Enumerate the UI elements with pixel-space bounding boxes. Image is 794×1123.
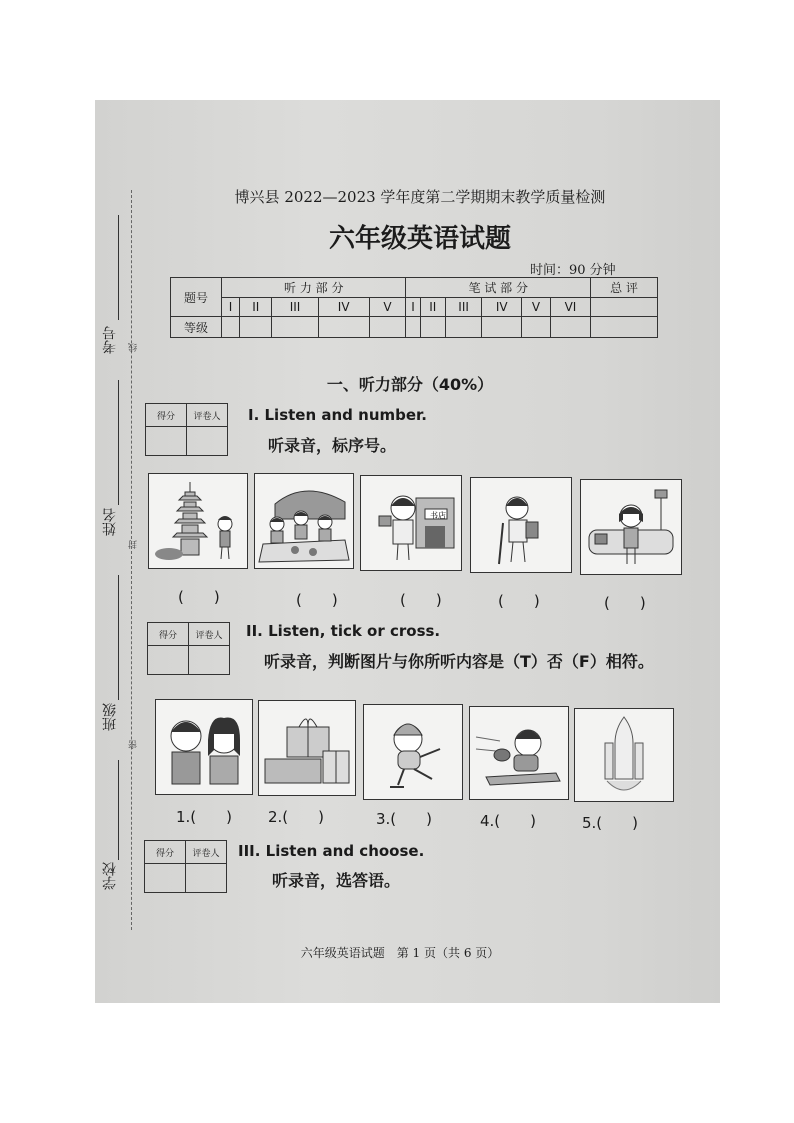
answer-blank-1-3[interactable]: ( ) xyxy=(400,591,442,609)
class-label: 班级 xyxy=(102,703,118,731)
section3-instruction: 听录音，选答语。 xyxy=(272,871,401,890)
col-listening-1: I xyxy=(222,297,240,317)
name-label: 姓名 xyxy=(102,508,118,536)
seal-mark-line: 线 xyxy=(129,343,139,352)
answer-blank-1-4[interactable]: ( ) xyxy=(498,592,540,610)
answer-blank-1-5[interactable]: ( ) xyxy=(604,594,646,612)
picture-pagoda-girl xyxy=(148,473,248,569)
school-line xyxy=(118,760,119,860)
total-header: 总 评 xyxy=(591,278,658,298)
exam-no-label: 考号 xyxy=(102,326,118,354)
name-line xyxy=(118,380,119,505)
col-listening-4: IV xyxy=(318,297,369,317)
picture-gift-boxes xyxy=(258,700,356,796)
section2-title: II. Listen, tick or cross. xyxy=(246,622,441,640)
school-label: 学校 xyxy=(102,862,118,890)
part-title: 一、听力部分（40%） xyxy=(326,375,494,394)
score-box-2 xyxy=(147,622,230,675)
bookstore-sign-text: 书店 xyxy=(430,511,446,520)
answer-blank-1-1[interactable]: ( ) xyxy=(178,588,220,606)
picture-girl-sofa xyxy=(580,479,682,575)
section3-title: III. Listen and choose. xyxy=(238,842,425,860)
exam-time: 时间：90 分钟 xyxy=(530,263,616,278)
row-label-number: 题号 xyxy=(171,278,222,317)
answer-blank-2-1[interactable]: 1.( ) xyxy=(176,808,233,826)
col-total xyxy=(591,297,658,317)
page-title: 六年级英语试题 xyxy=(328,224,511,254)
score-box-1 xyxy=(145,403,228,456)
picture-space-shuttle xyxy=(574,708,674,802)
section1-title: I. Listen and number. xyxy=(248,406,427,424)
seal-mark-secret: 密 xyxy=(129,740,139,749)
col-listening-2: II xyxy=(240,297,272,317)
col-listening-3: III xyxy=(272,297,318,317)
answer-blank-2-4[interactable]: 4.( ) xyxy=(480,812,537,830)
binding-dashed-line xyxy=(131,190,132,930)
score-box-3 xyxy=(144,840,227,893)
page-footer: 六年级英语试题 第 1 页（共 6 页） xyxy=(300,946,500,960)
writing-header: 笔 试 部 分 xyxy=(406,278,591,298)
row-label-grade: 等级 xyxy=(171,317,222,338)
picture-boy-girl-portrait xyxy=(155,699,253,795)
listening-header: 听 力 部 分 xyxy=(222,278,406,298)
picture-boy-hiking xyxy=(470,477,572,573)
exam-line: 博兴县 2022—2023 学年度第二学期期末教学质量检测 xyxy=(234,188,606,206)
col-writing-4: IV xyxy=(482,297,522,317)
grade-table xyxy=(170,277,658,338)
col-listening-5: V xyxy=(369,297,406,317)
col-writing-5: V xyxy=(522,297,551,317)
score-label: 得分 xyxy=(148,623,189,646)
grader-label: 评卷人 xyxy=(187,404,228,427)
answer-blank-2-5[interactable]: 5.( ) xyxy=(582,814,639,832)
score-label: 得分 xyxy=(145,841,186,864)
col-writing-6: VI xyxy=(550,297,590,317)
col-writing-2: II xyxy=(420,297,445,317)
picture-boy-bookstore xyxy=(360,475,462,571)
picture-boy-sledding xyxy=(469,706,569,800)
score-label: 得分 xyxy=(146,404,187,427)
col-writing-3: III xyxy=(445,297,481,317)
grader-label: 评卷人 xyxy=(186,841,227,864)
picture-picnic-children xyxy=(254,473,354,569)
seal-mark-seal: 封 xyxy=(129,540,139,549)
exam-no-line xyxy=(118,215,119,320)
col-writing-1: I xyxy=(406,297,420,317)
picture-ice-skating-child xyxy=(363,704,463,800)
answer-blank-1-2[interactable]: ( ) xyxy=(296,591,338,609)
answer-blank-2-3[interactable]: 3.( ) xyxy=(376,810,433,828)
answer-blank-2-2[interactable]: 2.( ) xyxy=(268,808,325,826)
section2-instruction: 听录音，判断图片与你所听内容是（T）否（F）相符。 xyxy=(264,652,654,671)
grader-label: 评卷人 xyxy=(189,623,230,646)
section1-instruction: 听录音，标序号。 xyxy=(268,436,397,455)
class-line xyxy=(118,575,119,700)
